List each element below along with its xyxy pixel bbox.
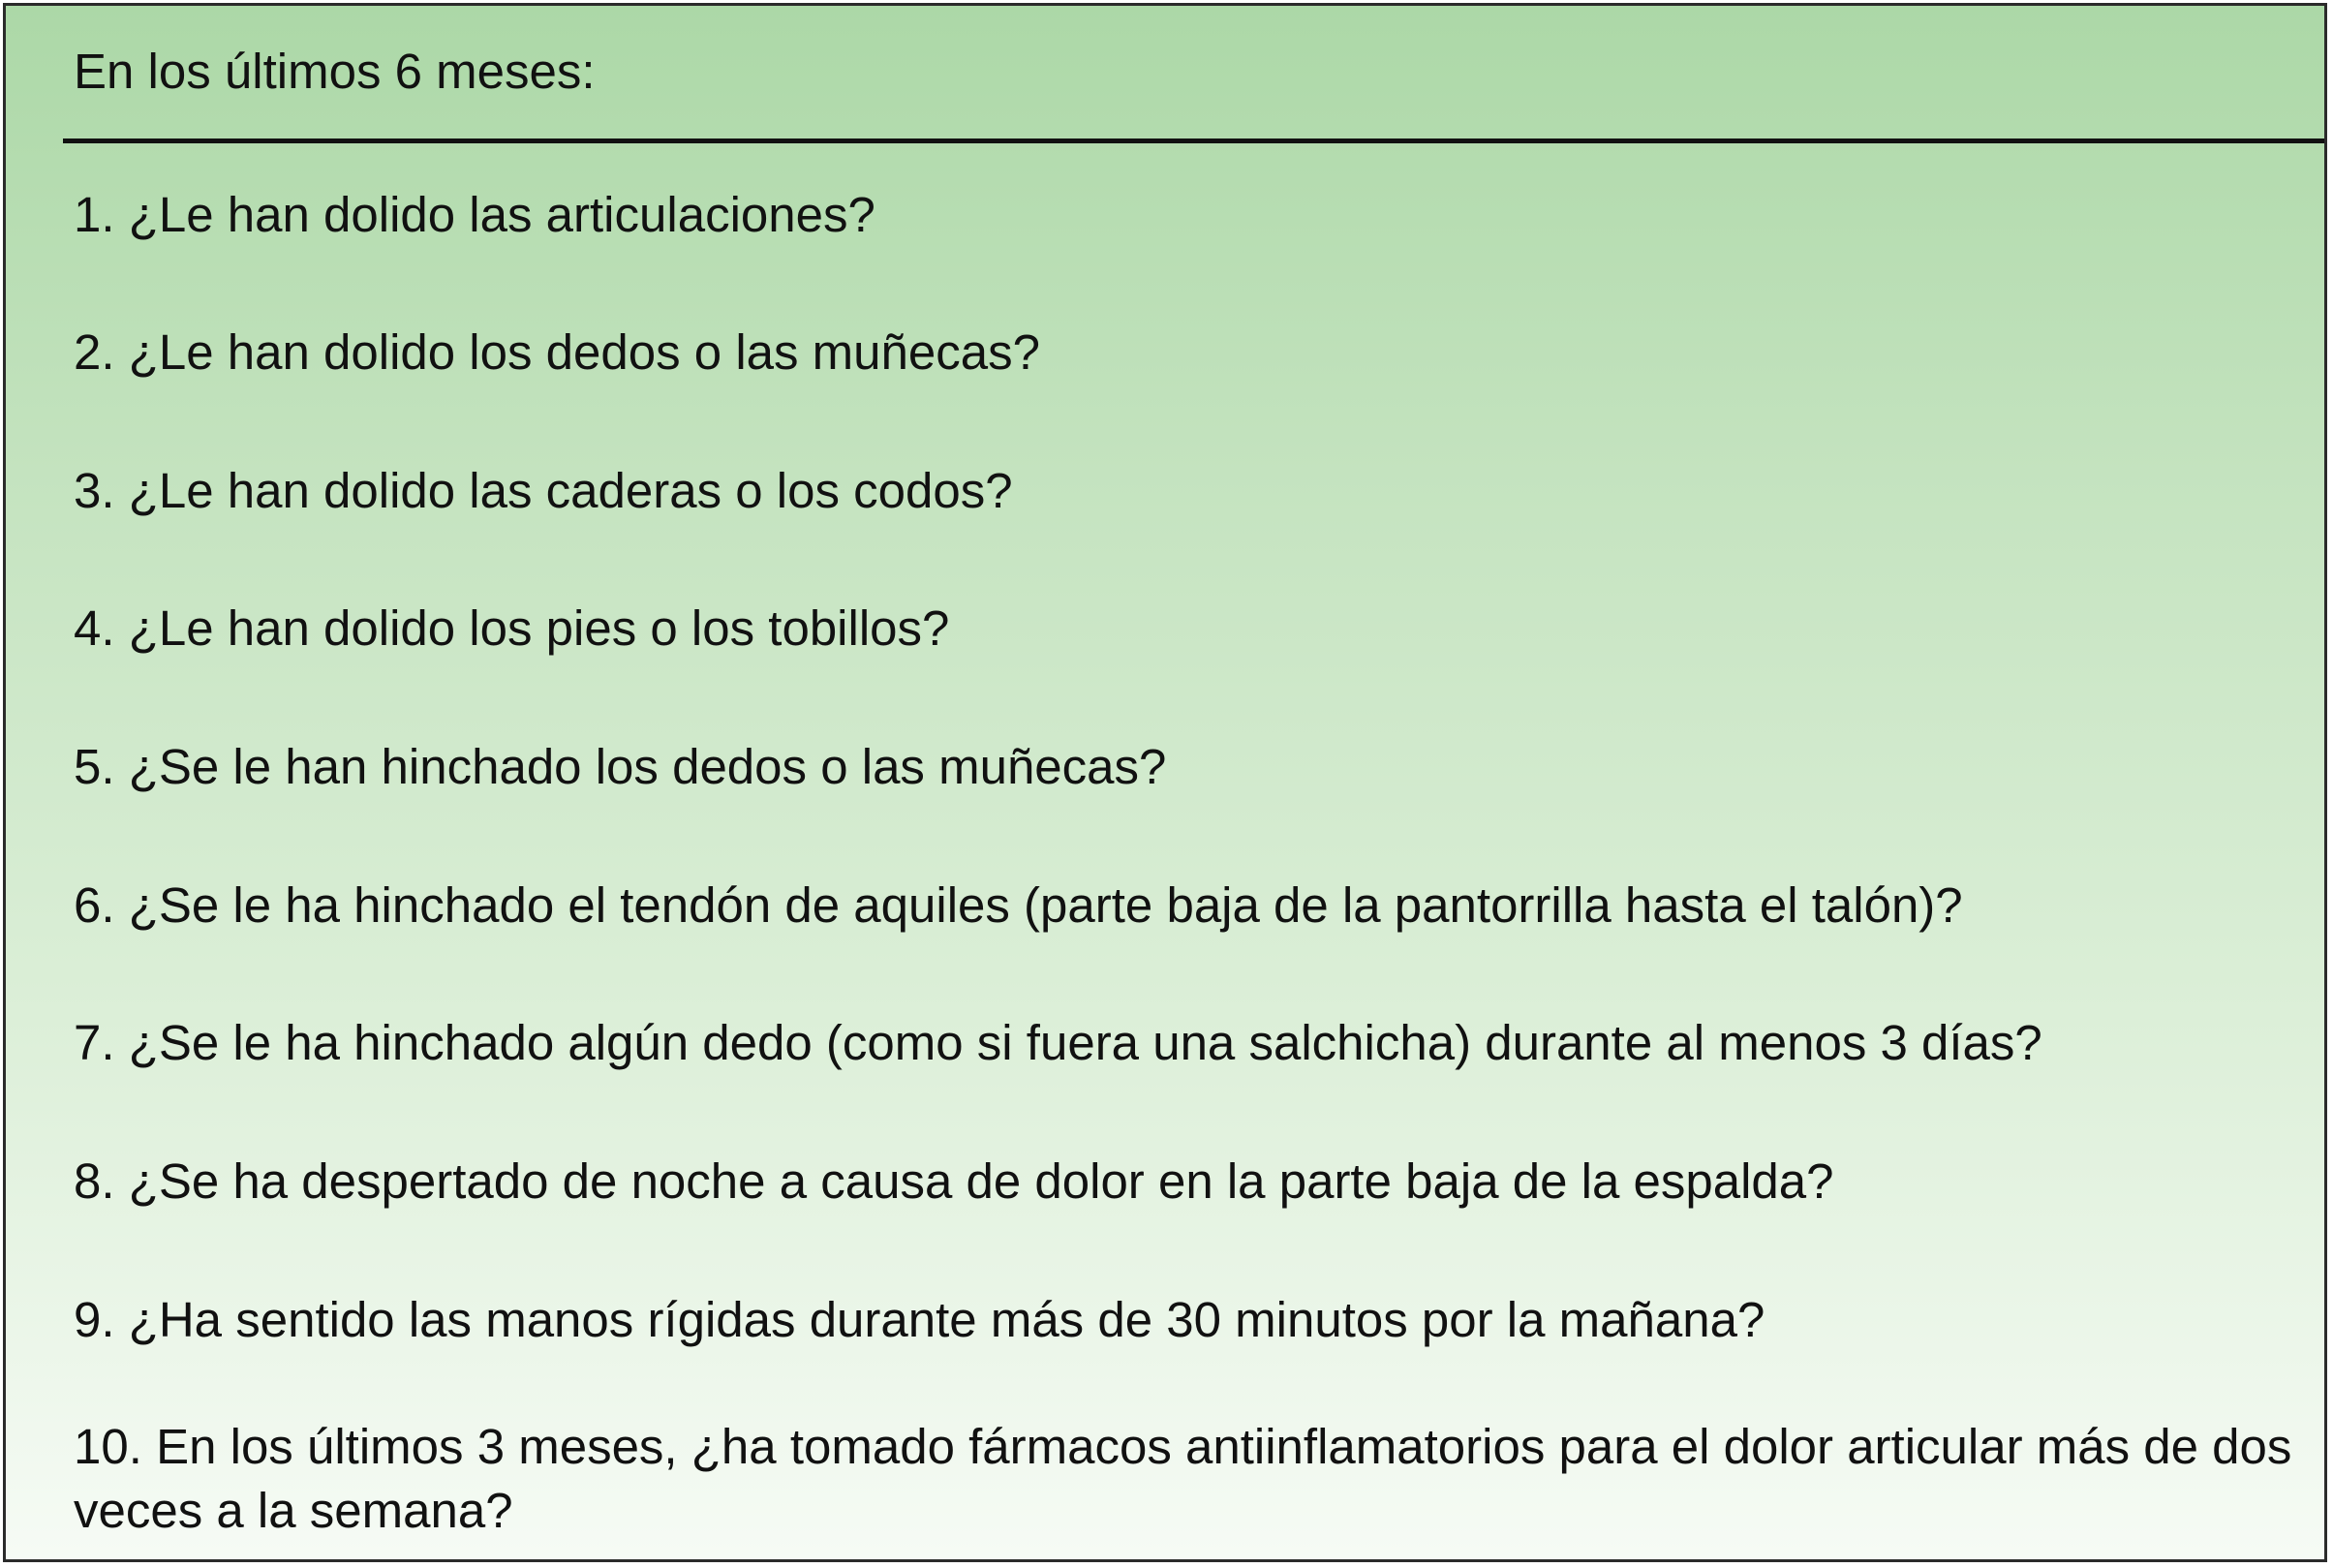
question-item-4: 4. ¿Le han dolido los pies o los tobillos? [74,600,950,656]
question-item-8: 8. ¿Se ha despertado de noche a causa de dolor en la parte baja de la espalda? [74,1153,1834,1209]
question-item-9: 9. ¿Ha sentido las manos rígidas durante más de 30 minutos por la mañana? [74,1292,1765,1347]
header-divider [63,138,2324,143]
question-item-2: 2. ¿Le han dolido los dedos o las muñecas? [74,324,1040,380]
question-item-10: 10. En los últimos 3 meses, ¿ha tomado fármacos antiinflamatorios para el dolor articular más de dos veces a la semana? [74,1419,2292,1538]
question-item-7: 7. ¿Se le ha hinchado algún dedo (como si fuera una salchicha) durante al menos 3 días? [74,1015,2042,1070]
questionnaire-panel [3,3,2327,1562]
question-item-3: 3. ¿Le han dolido las caderas o los codos? [74,463,1013,518]
question-item-5: 5. ¿Se le han hinchado los dedos o las muñecas? [74,739,1167,794]
questionnaire-title: En los últimos 6 meses: [74,44,596,99]
question-item-6: 6. ¿Se le ha hinchado el tendón de aquiles (parte baja de la pantorrilla hasta el talón)? [74,877,1963,933]
question-item-1: 1. ¿Le han dolido las articulaciones? [74,187,875,242]
